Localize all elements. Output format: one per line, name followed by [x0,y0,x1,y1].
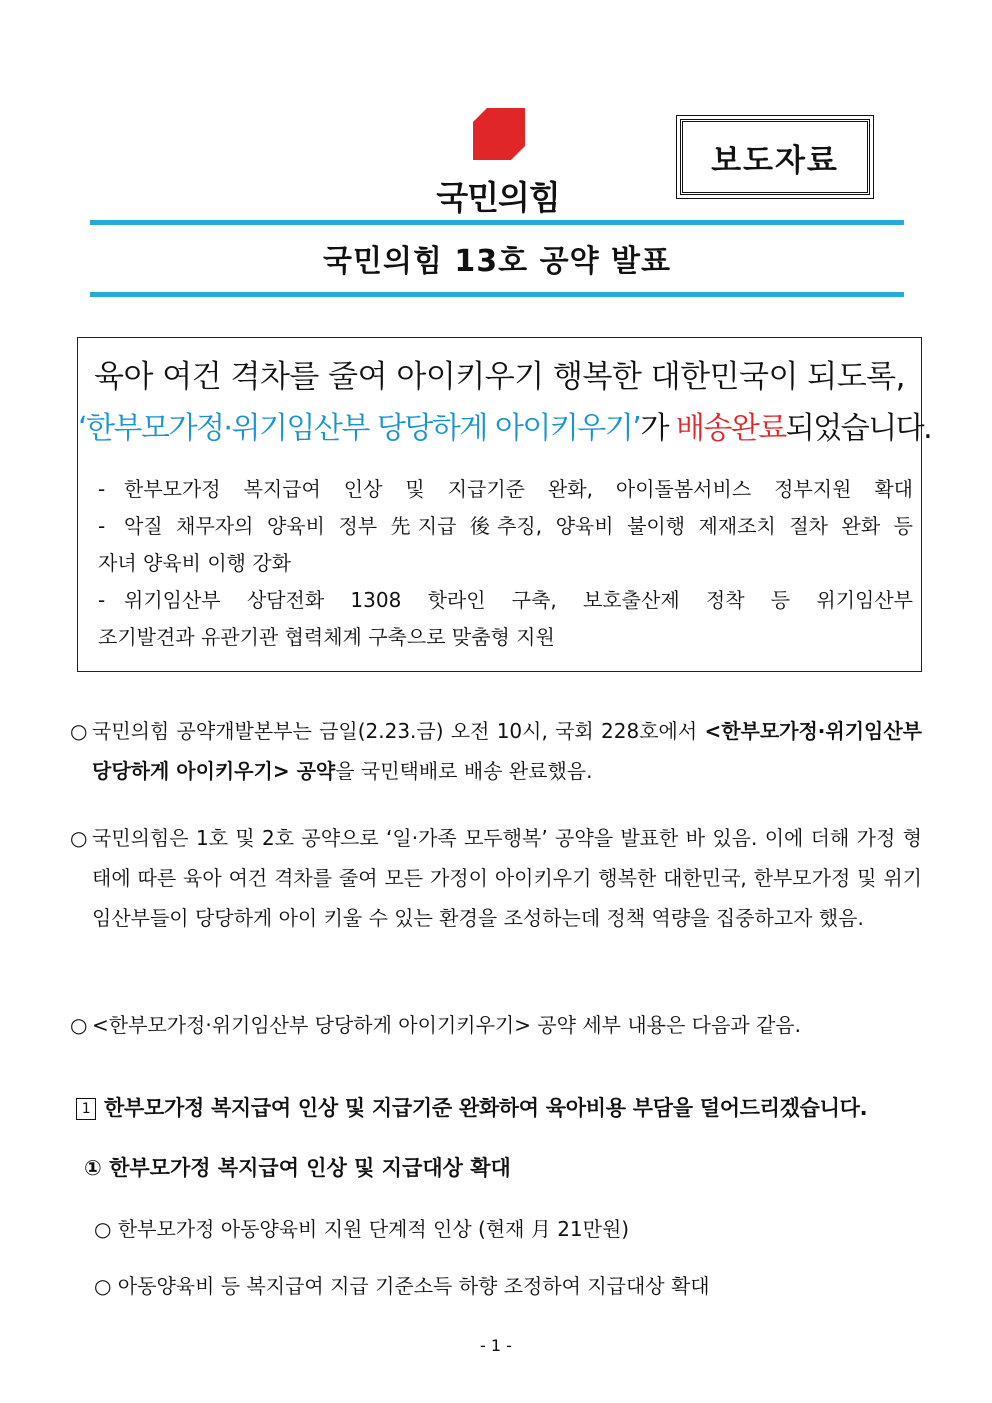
summary-bullets [98,471,913,656]
summary-end: 되었습니다. [785,411,932,446]
summary-quote: ‘한부모가정·위기임산부 당당하게 아이키우기’ [78,411,641,446]
subsection-title: 한부모가정 복지급여 인상 및 지급대상 확대 [109,1156,511,1180]
subsection-item: ○ 한부모가정 아동양육비 지원 단계적 인상 (현재 月 21만원) [94,1217,630,1241]
paragraph-2-text: 국민의힘은 1호 및 2호 공약으로 ‘일·가족 모두행복’ 공약을 발표한 바 있음. 이에 더해 가정 형태에 따른 육아 여건 격차를 줄여 모든 가정이 아이키우기 행복한 대한민국, 한부모가정 및 위기임산부들이 당당하게 아이 키울 수 있는 환경을 조성하는데 정책 역량을 집중하고자 했음. [92,826,922,930]
top-divider [90,220,904,225]
summary-line-2 [78,403,932,447]
paragraph-1-tail: 을 국민택배로 배송 완료했음. [335,759,593,783]
party-logo-mark [473,108,525,160]
party-logo-text: 국민의힘 [436,178,560,217]
subsection-1-heading [84,1152,511,1182]
page-number: - 1 - [480,1336,512,1355]
bullet-continuation: 자녀 양육비 이행 강화 [98,551,291,575]
paragraph-1-text: 국민의힘 공약개발본부는 금일(2.23.금) 오전 10시, 국회 228호에서 [92,719,705,743]
paragraph-2 [70,818,922,938]
section-number-box: 1 [76,1098,96,1120]
paragraph-1 [70,711,922,791]
summary-mid: 가 [640,411,676,446]
paragraph-3-text: <한부모가정·위기임산부 당당하게 아이기키우기> 공약 세부 내용은 다음과 같음. [92,1013,801,1037]
summary-bullet [98,582,913,619]
circle-bullet: ○ [70,719,88,743]
summary-bullet [98,508,913,545]
summary-box [77,337,932,672]
paragraph-1-bold: <한부모가정·위기임산부 당당하게 아이키우기> 공약 [92,719,922,783]
circle-bullet: ○ [70,1013,88,1037]
paragraph-3 [70,1005,922,1045]
section-1-heading [76,1092,867,1122]
headline: 국민의힘 13호 공약 발표 [323,244,671,279]
bullet-dash: - [98,514,106,538]
summary-highlight: 배송완료 [675,411,786,446]
subsection-number: ① [84,1156,102,1180]
paragraph-1-body [92,711,922,791]
bottom-divider [90,292,904,297]
summary-bullet [98,471,913,508]
bullet-dash: - [98,477,106,501]
subsection-item: ○ 아동양육비 등 복지급여 지급 기준소득 하향 조정하여 지급대상 확대 [94,1274,710,1298]
bullet-text: 한부모가정 복지급여 인상 및 지급기준 완화, 아이돌봄서비스 정부지원 확대 [124,477,913,501]
bullet-dash: - [98,588,106,612]
press-release-badge: 보도자료 [680,119,870,195]
bullet-text: 악질 채무자의 양육비 정부 先지급 後추징, 양육비 불이행 제재조치 절차 완화 등 [124,514,913,538]
circle-bullet: ○ [70,826,88,850]
summary-line-1: 육아 여건 격차를 줄여 아이키우기 행복한 대한민국이 되도록, [94,359,905,395]
party-logo [433,108,563,218]
section-1-title: 한부모가정 복지급여 인상 및 지급기준 완화하여 육아비용 부담을 덜어드리겠습니다. [104,1096,868,1120]
bullet-text: 위기임산부 상담전화 1308 핫라인 구축, 보호출산제 정착 등 위기임산부 [124,588,913,612]
bullet-continuation: 조기발견과 유관기관 협력체계 구축으로 맞춤형 지원 [98,625,555,649]
